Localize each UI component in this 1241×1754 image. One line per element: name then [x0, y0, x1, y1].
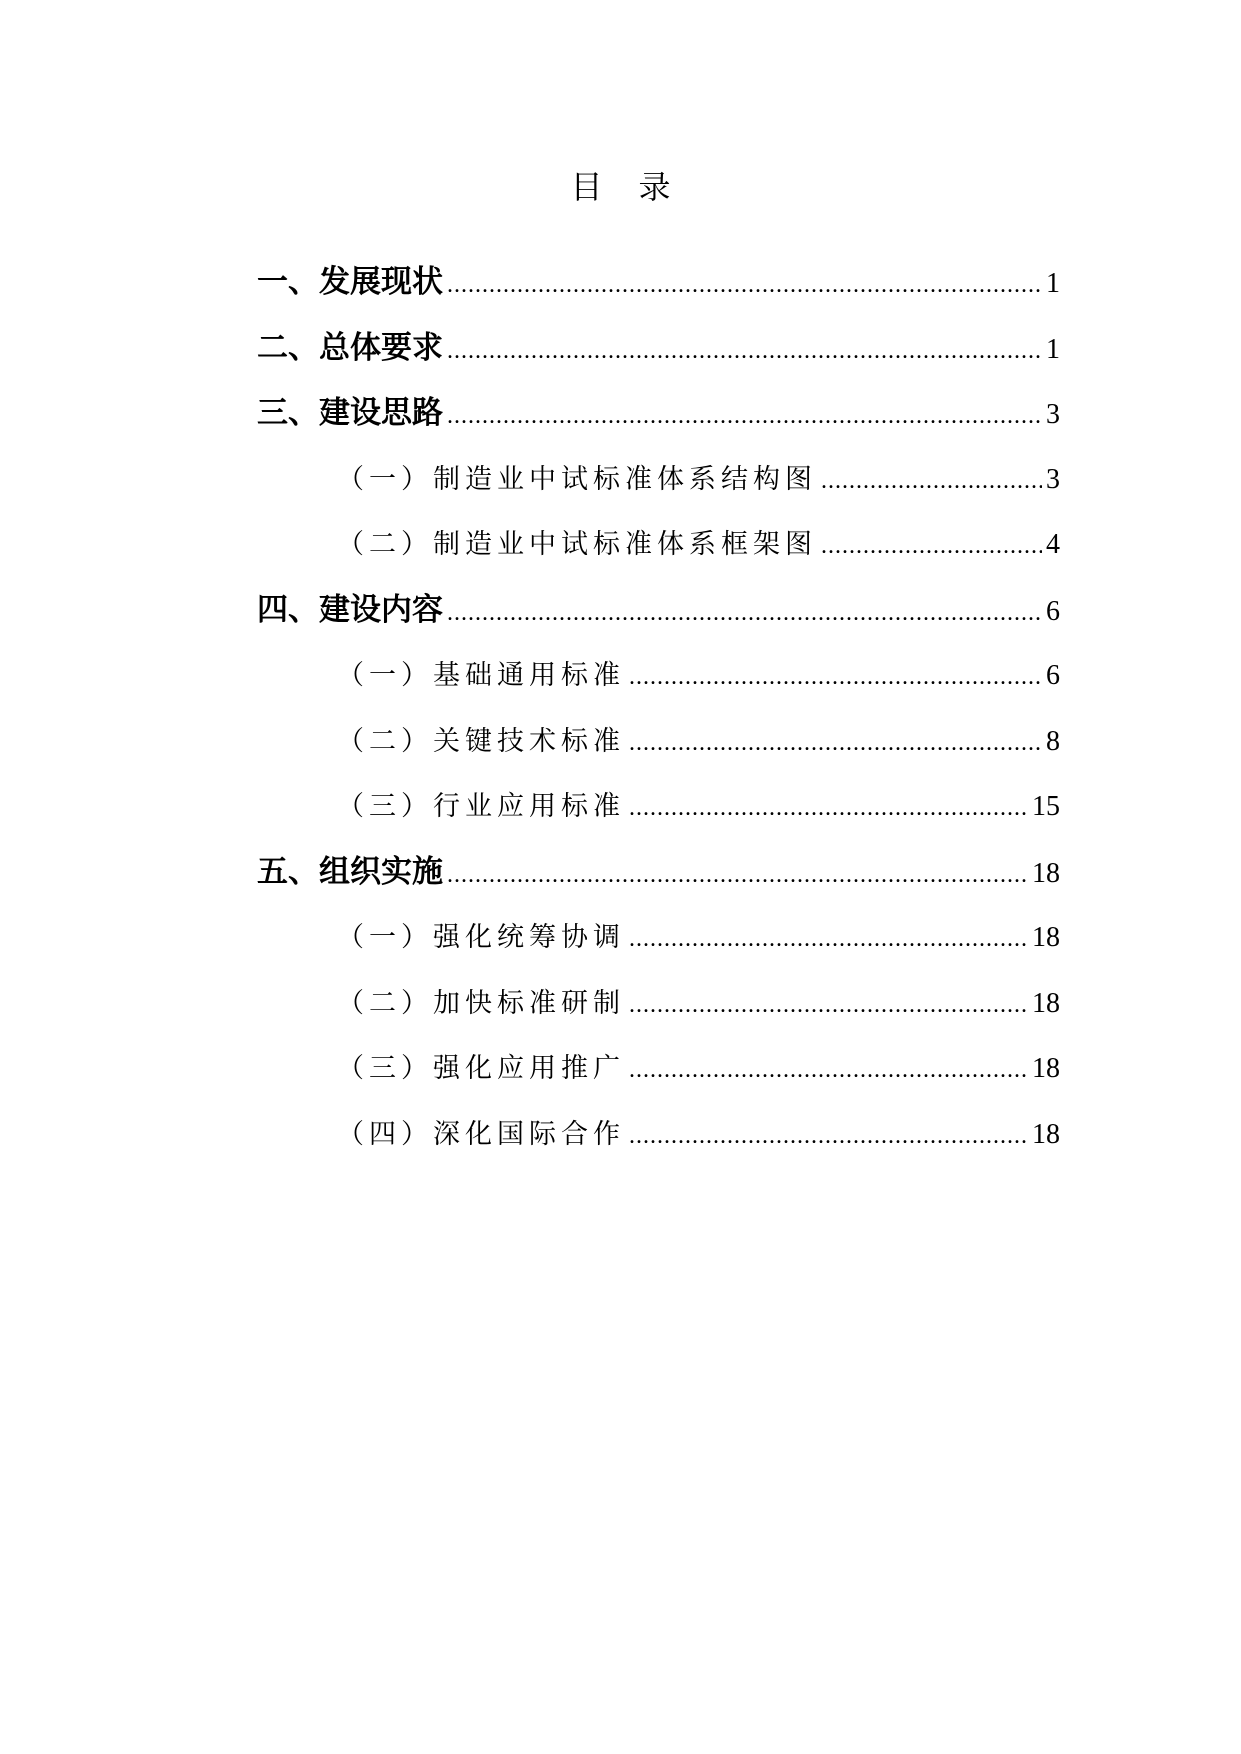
toc-title [0, 162, 1241, 208]
dot-leader [821, 449, 1042, 515]
toc-entry-page: 15 [1032, 791, 1060, 822]
toc-entry[interactable] [257, 643, 1060, 709]
toc-entry-page: 18 [1032, 1118, 1060, 1150]
toc-entry-label: （一）制造业中试标准体系结构图 [337, 463, 817, 495]
toc-entry-page: 3 [1046, 463, 1060, 495]
dot-leader [629, 776, 1028, 842]
toc-entry[interactable] [257, 381, 1060, 447]
toc-entry-page: 3 [1046, 399, 1060, 430]
dot-leader [821, 514, 1042, 580]
toc-entry[interactable] [257, 709, 1060, 775]
toc-entry-page: 1 [1046, 268, 1060, 299]
table-of-contents [257, 250, 1060, 1167]
toc-entry[interactable] [257, 840, 1060, 906]
toc-entry-page: 18 [1032, 922, 1060, 953]
toc-entry[interactable] [257, 1036, 1060, 1102]
toc-entry-label: 四、建设内容 [257, 591, 443, 628]
toc-entry-label: （二）加快标准研制 [337, 987, 625, 1019]
dot-leader [447, 843, 1028, 909]
toc-entry-label: （二）制造业中试标准体系框架图 [337, 529, 817, 560]
dot-leader [629, 1038, 1028, 1104]
toc-entry-page: 4 [1046, 529, 1060, 560]
dot-leader [447, 319, 1042, 385]
toc-entry-label: （三）行业应用标准 [337, 791, 625, 822]
toc-entry[interactable] [257, 1102, 1060, 1168]
dot-leader [447, 581, 1042, 647]
toc-entry[interactable] [257, 316, 1060, 382]
dot-leader [629, 973, 1028, 1039]
toc-entry-page: 6 [1046, 595, 1060, 627]
toc-entry-label: 三、建设思路 [257, 395, 443, 431]
dot-leader [629, 907, 1028, 973]
toc-entry-label: （三）强化应用推广 [337, 1053, 625, 1084]
toc-entry-page: 18 [1032, 857, 1060, 889]
dot-leader [447, 253, 1042, 319]
toc-entry-label: 五、组织实施 [257, 853, 443, 890]
toc-entry-label: 二、总体要求 [257, 329, 443, 366]
toc-entry-label: （四）深化国际合作 [337, 1118, 625, 1150]
toc-entry[interactable] [257, 905, 1060, 971]
toc-title-char: 目 [570, 168, 603, 206]
dot-leader [629, 645, 1042, 711]
toc-entry[interactable] [257, 250, 1060, 316]
toc-entry-page: 18 [1032, 987, 1060, 1019]
toc-entry-page: 6 [1046, 660, 1060, 691]
dot-leader [629, 1104, 1028, 1170]
toc-entry-page: 18 [1032, 1053, 1060, 1084]
toc-entry-label: 一、发展现状 [257, 264, 443, 300]
toc-entry[interactable] [257, 512, 1060, 578]
toc-title-char: 录 [638, 168, 671, 206]
toc-entry[interactable] [257, 578, 1060, 644]
toc-entry-page: 1 [1046, 333, 1060, 365]
toc-entry-page: 8 [1046, 725, 1060, 757]
toc-entry-label: （一）基础通用标准 [337, 660, 625, 691]
dot-leader [629, 711, 1042, 777]
toc-entry-label: （一）强化统筹协调 [337, 922, 625, 953]
toc-entry[interactable] [257, 774, 1060, 840]
toc-entry[interactable] [257, 447, 1060, 513]
toc-entry-label: （二）关键技术标准 [337, 725, 625, 757]
toc-entry[interactable] [257, 971, 1060, 1037]
dot-leader [447, 384, 1042, 450]
